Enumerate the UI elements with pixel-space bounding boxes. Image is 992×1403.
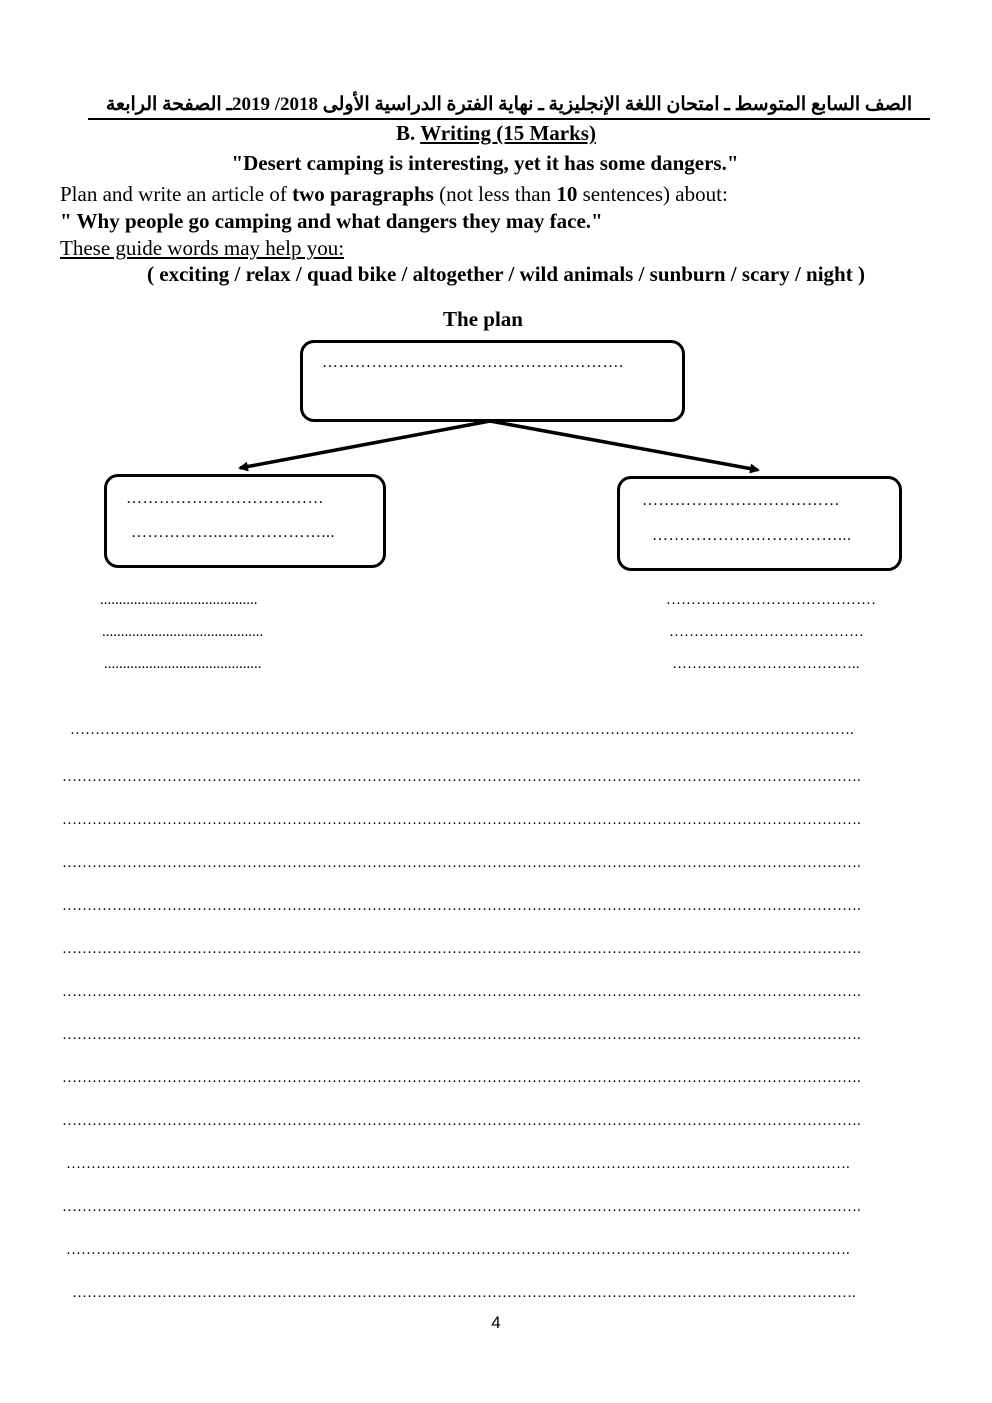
exam-header: الصف السابع المتوسط ـ امتحان اللغة الإنجليزية ـ نهاية الفترة الدراسية الأولى 2018/ 2019ـ الصفحة الرابعة: [88, 92, 930, 120]
writing-line-1[interactable]: ………………………………………………………………………………………………………………………………………….: [70, 722, 854, 738]
instruction-text-3: sentences) about:: [577, 182, 728, 206]
arrow-left: [240, 421, 490, 468]
writing-line-3[interactable]: …………………………………………………………………………………………………………………………………………….: [62, 812, 861, 828]
plan-right-box[interactable]: [617, 476, 902, 571]
plan-main-dots: ……………………………………………….: [322, 354, 624, 371]
writing-line-6[interactable]: …………………………………………………………………………………………………………………………………………….: [62, 941, 861, 957]
writing-line-12[interactable]: …………………………………………………………………………………………………………………………………………….: [62, 1199, 861, 1215]
writing-line-11[interactable]: ………………………………………………………………………………………………………………………………………….: [66, 1156, 850, 1172]
left-note-line-1[interactable]: ..........................................: [100, 592, 258, 608]
writing-line-7[interactable]: …………………………………………………………………………………………………………………………………………….: [62, 984, 861, 1000]
instruction-bold-2: 10: [556, 182, 578, 206]
writing-line-13[interactable]: ………………………………………………………………………………………………………………………………………….: [66, 1242, 850, 1258]
writing-line-8[interactable]: …………………………………………………………………………………………………………………………………………….: [62, 1027, 861, 1043]
writing-line-2[interactable]: …………………………………………………………………………………………………………………………………………….: [62, 769, 861, 785]
arrow-right: [490, 421, 758, 470]
section-heading: Writing (15 Marks): [420, 121, 596, 145]
plan-right-dots-2: ……………….……………...: [652, 527, 852, 544]
plan-right-dots-1: ………………………………: [642, 492, 840, 509]
left-note-line-3[interactable]: ..........................................: [104, 656, 262, 672]
writing-line-10[interactable]: …………………………………………………………………………………………………………………………………………….: [62, 1113, 861, 1129]
writing-line-14[interactable]: ………………………………………………………………………………………………………………………………………….: [72, 1285, 856, 1301]
instruction-text-2: (not less than: [433, 182, 557, 206]
essay-topic: " Why people go camping and what dangers they may face.": [60, 209, 603, 233]
writing-line-5[interactable]: …………………………………………………………………………………………………………………………………………….: [62, 898, 861, 914]
right-note-line-1[interactable]: ……………………………………: [666, 592, 876, 608]
right-note-line-2[interactable]: …………………………………: [669, 624, 864, 640]
instruction-text-1: Plan and write an article of: [60, 182, 293, 206]
guide-words: ( exciting / relax / quad bike / altogether / wild animals / sunburn / scary / night ): [147, 262, 865, 286]
instruction-bold-1: two paragraphs: [292, 182, 434, 206]
page-number: 4: [491, 1313, 501, 1332]
prompt-quote: "Desert camping is interesting, yet it has some dangers.": [231, 151, 739, 175]
right-note-line-3[interactable]: ………………………………..: [672, 656, 860, 672]
writing-line-9[interactable]: …………………………………………………………………………………………………………………………………………….: [62, 1070, 861, 1086]
left-note-line-2[interactable]: ...........................................: [102, 624, 264, 640]
plan-title: The plan: [443, 307, 523, 331]
plan-left-box[interactable]: [104, 474, 386, 568]
plan-left-dots-1: ………………………………: [126, 490, 324, 507]
section-letter: B.: [396, 121, 416, 145]
guide-words-label: These guide words may help you:: [60, 236, 345, 260]
plan-main-box[interactable]: [300, 340, 685, 422]
plan-left-dots-2: ……………..………………...: [131, 524, 335, 541]
writing-line-4[interactable]: …………………………………………………………………………………………………………………………………………….: [62, 855, 861, 871]
